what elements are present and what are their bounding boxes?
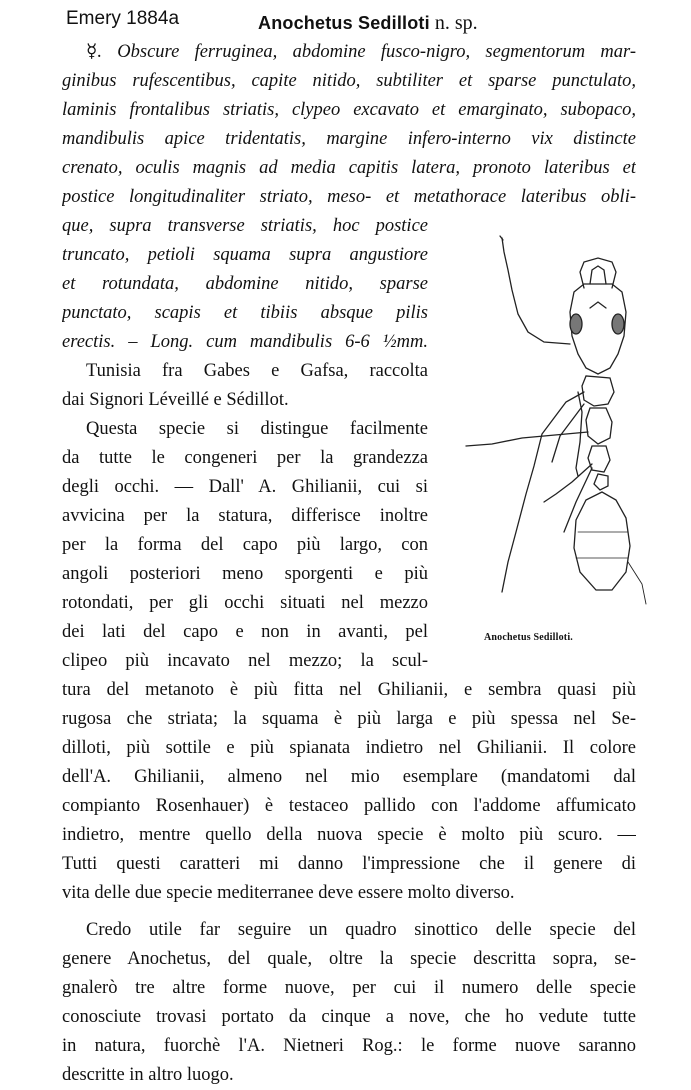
text-line: crenato, oculis magnis ad media capitis latera, pronoto lateribus et: [62, 158, 636, 178]
text-line: et rotundata, abdomine nitido, sparse: [62, 274, 428, 294]
figure-caption: Anochetus Sedilloti.: [484, 632, 574, 643]
text-line: da tutte le congeneri per la grandezza: [62, 448, 428, 468]
text-line: avvicina per la statura, differisce inoltre: [62, 506, 428, 526]
text-line: Tunisia fra Gabes e Gafsa, raccolta: [86, 361, 428, 381]
text-line: erectis. – Long. cum mandibulis 6-6 ½mm.: [62, 332, 428, 352]
species-name: Anochetus Sedilloti: [258, 13, 430, 33]
text-line: per la forma del capo più largo, con: [62, 535, 428, 555]
text-line: dei lati del capo e non in avanti, pel: [62, 622, 428, 642]
ant-worker-illustration: [452, 232, 652, 612]
text-line: in natura, fuorchè l'A. Nietneri Rog.: le forme nuove saranno: [62, 1036, 636, 1056]
text-line: clipeo più incavato nel mezzo; la scul-: [62, 651, 428, 671]
text-line: Questa specie si distingue facilmente: [86, 419, 428, 439]
text-line: que, supra transverse striatis, hoc postice: [62, 216, 428, 236]
ant-figure: [452, 232, 652, 612]
text-line: genere Anochetus, del quale, oltre la specie descritta sopra, se-: [62, 949, 636, 969]
text-line: Credo utile far seguire un quadro sinottico delle specie del: [86, 920, 636, 940]
species-heading: [258, 12, 478, 35]
text-line: Tutti questi caratteri mi danno l'impressione che il genere di: [62, 854, 636, 874]
text-line: conosciute trovasi portato da cinque a nove, che ho vedute tutte: [62, 1007, 636, 1027]
text-line: dell'A. Ghilianii, almeno nel mio esemplare (mandatomi dal: [62, 767, 636, 787]
text-line: punctato, scapis et tibiis absque pilis: [62, 303, 428, 323]
text-line: dilloti, più sottile e più spianata indietro nel Ghilianii. Il colore: [62, 738, 636, 758]
text-line: degli occhi. — Dall' A. Ghilianii, cui si: [62, 477, 428, 497]
citation-label: Emery 1884a: [66, 8, 180, 29]
text-line: vita delle due specie mediterranee deve essere molto diverso.: [62, 883, 515, 903]
text-line: dai Signori Léveillé e Sédillot.: [62, 390, 289, 410]
text-line: rotondati, per gli occhi situati nel mezzo: [62, 593, 428, 613]
species-status: n. sp.: [434, 12, 478, 34]
text-line: mandibulis apice tridentatis, margine infero-interno vix distincte: [62, 129, 636, 149]
text-line: compianto Rosenhauer) è testaceo pallido con l'addome affumicato: [62, 796, 636, 816]
text-line: truncato, petioli squama supra angustiore: [62, 245, 428, 265]
text-line: ☿. Obscure ferruginea, abdomine fusco-nigro, segmentorum mar-: [86, 42, 636, 62]
text-line: indietro, mentre quello della nuova specie è molto più scuro. —: [62, 825, 636, 845]
text-line: postice longitudinaliter striato, meso- et metathorace lateribus obli-: [62, 187, 636, 207]
text-line: gnalerò tre altre forme nuove, per cui il numero delle specie: [62, 978, 636, 998]
text-line: angoli posteriori meno sporgenti e più: [62, 564, 428, 584]
text-line: rugosa che striata; la squama è più larga e più spessa nel Se-: [62, 709, 636, 729]
text-line: tura del metanoto è più fitta nel Ghilianii, e sembra quasi più: [62, 680, 636, 700]
text-line: laminis frontalibus striatis, clypeo excavato et emarginato, subopaco,: [62, 100, 636, 120]
text-line: ginibus rufescentibus, capite nitido, subtiliter et sparse punctulato,: [62, 71, 636, 91]
text-line: descritte in altro luogo.: [62, 1065, 234, 1085]
